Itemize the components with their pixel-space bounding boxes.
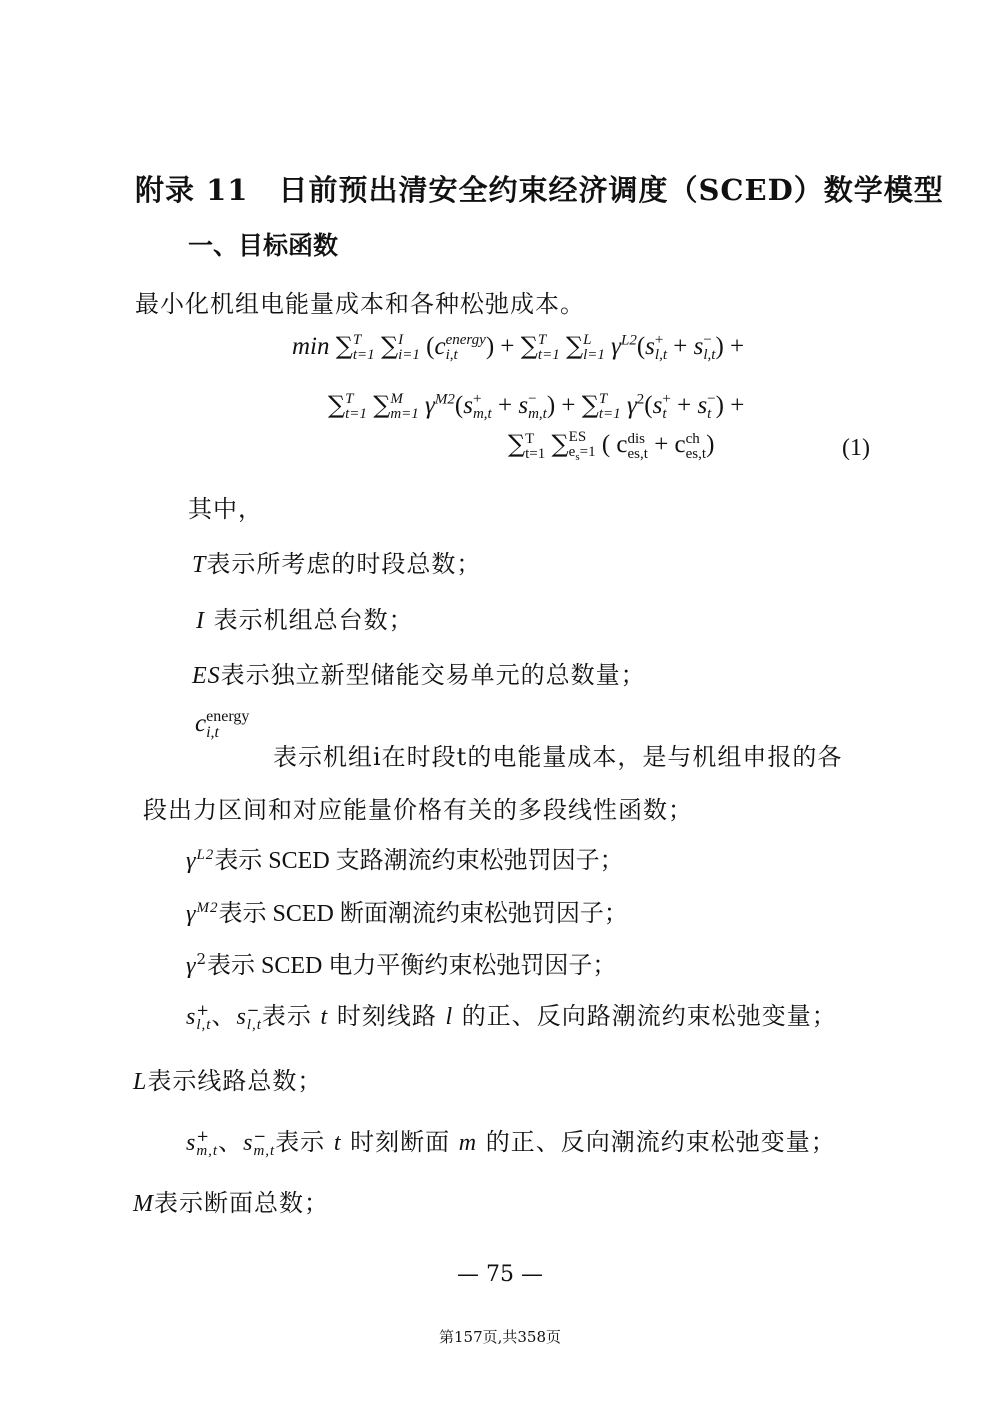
- def-gamma-2: $\gamma^2$表示 SCED 电力平衡约束松弛罚因子；: [186, 950, 617, 979]
- page-number: — 75 —: [457, 1262, 543, 1287]
- where-text: 其中，: [188, 495, 263, 523]
- min-operator: min: [292, 333, 330, 360]
- def-c-energy-line1: 表示机组i在时段t的电能量成本，是与机组申报的各: [273, 743, 843, 771]
- formula-line-2: ∑ T t=1 ∑ M m=1 $\gamma^{M2}(s$ + m,t + s − m,t ) + ∑ T t=1 $\gamma^2(s$ + t + s − t ) +: [328, 391, 745, 423]
- intro-text: 最小化机组电能量成本和各种松弛成本。: [135, 290, 585, 318]
- page-count: 第157页,共358页: [438, 1328, 562, 1346]
- equation-number: (1): [842, 435, 870, 461]
- formula-line-3: ∑ T t=1 ∑ ES $e_s=1$ ( c dis es,t + c ch es,t ): [508, 429, 715, 463]
- page-title: 附录 11 日前预出清安全约束经济调度（SCED）数学模型: [135, 173, 944, 207]
- def-M: M表示断面总数；: [133, 1189, 329, 1217]
- def-c-energy-line2: 段出力区间和对应能量价格有关的多段线性函数；: [143, 796, 693, 824]
- def-c-energy-symbol: c energy i,t: [195, 707, 250, 741]
- def-gamma-L2: $\gamma^{L2}$表示 SCED 支路潮流约束松弛罚因子；: [186, 847, 624, 874]
- def-I: I 表示机组总台数；: [196, 606, 414, 634]
- formula-line-1: min ∑ T t=1 ∑ I i=1 (c energy i,t ) + ∑ T t=1 ∑ L l=1 $\gamma^{L2}(s$ + l,t + s − l,t ) +: [292, 332, 745, 364]
- section-heading: 一、目标函数: [188, 231, 339, 260]
- def-gamma-M2: $\gamma^{M2}$表示 SCED 断面潮流约束松弛罚因子；: [186, 900, 628, 927]
- def-s-line: s + l,t 、s − l,t 表示 t 时刻线路 l 的正、反向路潮流约束松弛变量；: [186, 1000, 837, 1033]
- def-ES: ES表示独立新型储能交易单元的总数量；: [192, 661, 646, 689]
- def-T: T表示所考虑的时段总数；: [192, 550, 482, 578]
- def-s-section: s + m,t 、s − m,t 表示 t 时刻断面 m 的正、反向潮流约束松弛变量；: [186, 1126, 836, 1159]
- def-L: L表示线路总数；: [133, 1067, 323, 1095]
